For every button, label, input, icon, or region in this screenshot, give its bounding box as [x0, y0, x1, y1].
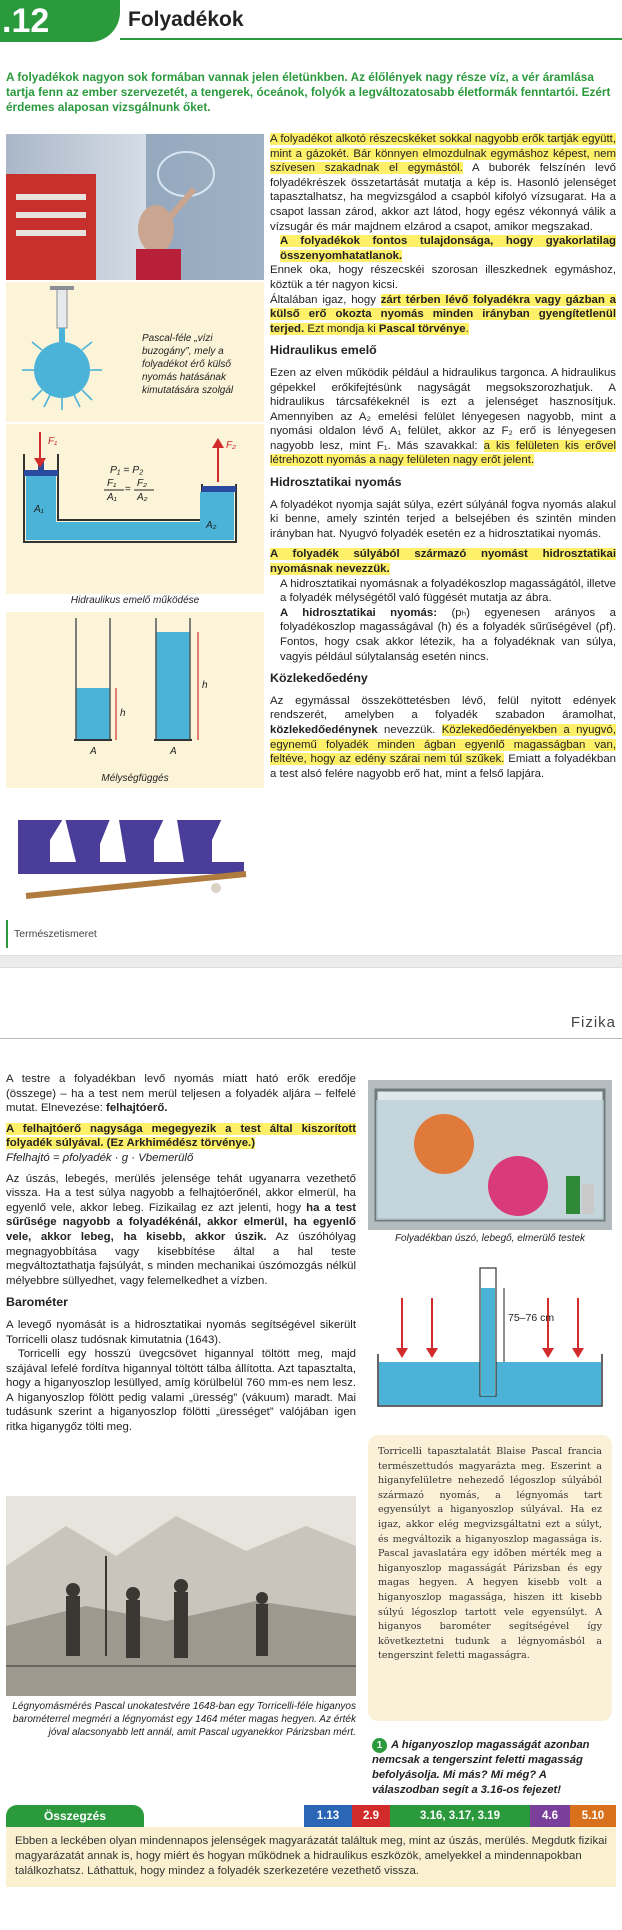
lift-caption: Hidraulikus emelő működése [70, 595, 200, 606]
lift-frac-left-top: F₁ [107, 478, 117, 489]
highlight-pascal-law: zárt térben lévő folyadékra vagy gázban a külső erő okozta nyomás minden irányban gyengítetlenül terjed. [270, 293, 616, 335]
communicating-vessels-drawing [6, 800, 264, 900]
page-gap [0, 955, 622, 968]
text-we-call: nevezzük. [377, 723, 442, 736]
float-caption: Folyadékban úszó, lebegő, elmerülő testek [394, 1233, 586, 1244]
engraving-image [6, 1496, 356, 1696]
barometer-drawing [368, 1258, 612, 1418]
summary-tag-1[interactable]: 1.13 [304, 1805, 352, 1827]
summary-tag-5[interactable]: 5.10 [570, 1805, 616, 1827]
question-marker-icon: 1 [372, 1738, 387, 1753]
text-fish: Az úszóhólyag megnagyobbítása vagy kisebbítése által a hal teste megváltoztathatja fajsúlyát, s minden mechanikai úszómozgás nélkül mélyebbre süllyedhet, vagy felemelkedhet a vízben. [6, 1230, 356, 1287]
para-communicating [270, 694, 616, 782]
para-hydrostatic-figure: A hidrosztatikai nyomásnak a folyadékoszlop magasságától, illetve a folyadék mélységétől való függését mutatja az ábra. [280, 577, 616, 605]
heading-hydrostatic: Hidrosztatikai nyomás [270, 475, 402, 490]
text-communicating: Az egymással összeköttetésben lévő, felül nyitott edények rendszerét, amelyben a folyadék szabadon áramolhat, [270, 694, 616, 722]
para-buoyancy [6, 1072, 356, 1116]
lift-frac-right-top: F₂ [137, 478, 147, 489]
para-pascal-law [270, 293, 616, 337]
para-hydrostatic-def [270, 547, 616, 576]
lesson-number: .12 [0, 0, 120, 42]
lift-frac-right-bottom: A₂ [137, 492, 148, 503]
term-density-rule: ha a test sűrűsége nagyobb a folyadékénál, akkor elmerül, ha egyenlő vele, akkor lebeg, ha kisebb, akkor úszik. [6, 1201, 356, 1243]
text-therefore: Emiatt a folyadékban a test alsó felére nagyobb erő hat, mint a felső lapjára. [270, 753, 616, 780]
depth-figure [6, 612, 264, 788]
lift-a2-label: A₂ [206, 520, 217, 531]
highlight-archimedes: A felhajtóerő nagysága megegyezik a test által kiszorított folyadék súlyával. (Ez Arkhimédész törvénye.) [6, 1122, 356, 1150]
pascal-note-box: Torricelli tapasztalatát Blaise Pascal francia természettudós magyarázta meg. Eszerint a higanyfelületre nehezedő légoszlop súlyából származó nyomás, a légnyomás tart egyensúlyt a higanyoszlop súlyával. Ha ez igaz, akkor elég megvizsgáltatni ezt a súlyt, és megváltozik a higanyoszlop magassága is. Pascal javaslatára egy időben mérték meg a higanyoszlop magasságát Párizsban és egy magas hegyen. A hegyen kisebb volt a higanyoszlop magassága, hiszen itt kisebb súlyú légoszlop tartott vele egyensúlyt. A higanyos barométer segítségével így következtetni tudunk a légnyomásból a tengerszint feletti magasságra. [368, 1435, 612, 1721]
term-pascal-law: Pascal törvénye [378, 322, 466, 335]
para-hydrostatic: A folyadékot nyomja saját súlya, ezért súlyánál fogva nyomás alakul ki benne, amely szintén terjed a belsejében és szintén minden irányban hat. Nyugvó folyadék esetén ez a hidrosztatikai nyomás. [270, 498, 616, 540]
text-floating: Az úszás, lebegés, merülés jelensége tehát ugyanarra vezethető vissza. Ha a test súlya nagyobb a felhajtóerőnél, akkor elmerül, ha egyenlő vele, akkor lebeg. Fizikailag ez azt jelenti, hogy [6, 1172, 356, 1214]
float-photo-art [368, 1080, 612, 1230]
para-incompressible [270, 234, 616, 263]
depth-caption: Mélységfüggés [101, 773, 169, 784]
bubble-photo-art [6, 134, 264, 280]
summary-tag-3[interactable]: 3.16, 3.17, 3.19 [390, 1805, 530, 1827]
para-particles [270, 132, 616, 234]
para-torricelli-exp: Torricelli egy hosszú üvegcsövet higannyal töltött meg, majd szájával lefelé fordítva higannyal töltött tálba állította. Azt tapasztalta, hogy a higanyoszlop lesüllyed, amíg körülbelül 760 mm-es nem lesz. A higanyoszlop fölött pedig valami „üresség” (vákuum) maradt. Mai tudásunk szerint a higanyoszlop fölötti „ürességet” valójában igen ritka higanygőz tölti meg. [6, 1348, 356, 1434]
summary-tag-2[interactable]: 2.9 [352, 1805, 390, 1827]
pascal-caption: Pascal-féle „vízi buzogány”, mely a folyadékot érő külső nyomás hatásának kimutatására szolgál [142, 333, 234, 396]
lesson-header [0, 0, 622, 42]
engraving-art [6, 1496, 356, 1696]
para-floating [6, 1172, 356, 1289]
text-bubble: A buborék felszínén levő folyadékrészek összetartását mutatja a kép is. Hasonló jelenséget tapasztalhatsz, ha megvizsgálod a csapból kifolyó vízsugarat. Ha a csapot lassan zárod, akkor azt látod, hogy egész vékonnyá válik a vízsugár és már majdnem elzárod a csapot, amikor megszakad. [270, 162, 616, 233]
text-buoyancy: A testre a folyadékban levő nyomás miatt ható erők eredője (összege) – ha a test nem merül teljesen a folyadék aljára – felfelé mutat. Elnevezése: [6, 1073, 356, 1115]
hydraulic-lift-figure [6, 424, 264, 594]
depth-h-label-right: h [202, 680, 208, 691]
page-one [0, 0, 622, 955]
term-buoyancy: felhajtóerő. [106, 1102, 168, 1115]
barometer-figure [368, 1258, 612, 1418]
page-two [0, 968, 622, 1930]
summary-tag-4[interactable]: 4.6 [530, 1805, 570, 1827]
header-rule [120, 38, 622, 40]
text-hydraulic: Ezen az elven működik például a hidraulikus targonca. A hidraulikus gépekkel erőkifejtésünk nagyságát megsokszorozhatjuk. A hidraulikus tárcsafékeknél is ezt a jelenséget hasznosítjuk. Amennyiben az A₂ emelési felület lényegesen nagyobb, mint a nyomási oldalon lévő A₁ felület, akkor az F₂ erő is lényegesen nagyobb lesz, mint F₁. Más szavakkal: [270, 366, 616, 452]
highlight-particles: A folyadékot alkotó részecskéket sokkal nagyobb erők tartják együtt, mint a gázokét. Bár könnyen elmozdulnak egymáshoz képest, nem szívesen szakadnak el egymástól. [270, 133, 616, 175]
p2-header: Fizika [570, 1014, 616, 1031]
summary-bar [0, 1805, 622, 1827]
depth-h-label-left: h [120, 708, 126, 719]
question-box [372, 1738, 612, 1798]
depth-a-label-left: A [90, 746, 97, 757]
depth-drawing [6, 612, 264, 762]
lift-f2-label: F₂ [226, 440, 236, 451]
p1-footer: Természetismeret [6, 920, 97, 948]
para-hydrostatic-formula [270, 606, 616, 664]
barometer-height-label: 75–76 cm [508, 1312, 555, 1324]
summary-label: Összegzés [6, 1805, 144, 1827]
text-hydrostatic-formula: (pₕ) egyenesen arányos a folyadékoszlop magasságával (h) és a folyadék sűrűségével (ρf). Fontos, hogy csak akkor létezik, ha a folyadéknak van súlya, vagyis például súlytalanság esetén nincs. [280, 606, 616, 663]
heading-barometer: Barométer [6, 1295, 68, 1310]
engraving-caption: Légnyomásmérés Pascal unokatestvére 1648-ban egy Torricelli-féle higanyos barométerrel megméri a légnyomást egy 1464 méter magas hegyen. Az érték jóval alacsonyabb lett annál, amit Pascal ugyanekkor Párizsban mért. [12, 1701, 356, 1738]
heading-communicating: Közlekedőedény [270, 671, 368, 686]
p2-left-column [6, 1072, 356, 1435]
lift-a1-label: A₁ [34, 504, 44, 515]
pascal-syringe-drawing [6, 282, 126, 422]
intro-text: A folyadékok nagyon sok formában vannak jelen életünkben. Az élőlények nagy része víz, a vér áramlása tartja fenn az ember szervezetét, a tengerek, óceánok, folyók a legváltozatosabb életformák fenntartói. Ezért érdemes alaposan vizsgálnunk őket. [6, 70, 611, 114]
text-general: Általában igaz, hogy [270, 293, 381, 306]
communicating-vessels-figure [6, 800, 264, 900]
para-reason: Ennek oka, hogy részecskéi szorosan illeszkednek egymáshoz, köztük a tér nagyon kicsi. [270, 264, 616, 291]
para-torricelli: A levegő nyomását is a hidrosztatikai nyomás segítségével sikerült Torricelli olasz tudósnak kimutatnia (1643). [6, 1318, 356, 1346]
float-photo [368, 1080, 612, 1230]
highlight-hydraulic: a kis felületen kis erővel létrehozott nyomás a nagy felületen nagy erőt jelent. [270, 439, 616, 467]
text-this-says: Ezt mondja ki [304, 322, 379, 335]
term-hydrostatic-pressure: A hidrosztatikai nyomás: [280, 606, 437, 619]
para-archimedes [6, 1122, 356, 1151]
summary-text: Ebben a leckében olyan mindennapos jelenségek magyarázatát találtuk meg, mint az úszás, merülés. Megdutk fizikai magyarázatát annak is, hogy miért és hogyan működnek a hidraulikus eszközök, amelyekkel a mindennapokban találkozhatsz. Láthattuk, hogy mindez a folyadék szerkezetére vezethető vissza. [6, 1827, 616, 1887]
buoyancy-formula: Ffelhajtó = ρfolyadék · g · Vbemerülő [6, 1151, 194, 1164]
highlight-hydrostatic-def: A folyadék súlyából származó nyomást hidrosztatikai nyomásnak nevezzük. [270, 548, 616, 576]
bubble-photo [6, 134, 264, 280]
lift-frac-left-bottom: A₁ [107, 492, 117, 503]
p1-right-column [270, 132, 616, 781]
highlight-communicating: Közlekedőedényekben a nyugvó, egynemű folyadék minden ágban egyenlő magasságban van, feltéve, hogy az edény szárai nem túl szűkek. [270, 723, 616, 766]
lift-frac-equals: = [125, 484, 131, 495]
highlight-incompressible: A folyadékok fontos tulajdonsága, hogy gyakorlatilag összenyomhatatlanok. [280, 235, 616, 262]
lift-equation: P₁ = P₂ [110, 464, 144, 476]
depth-a-label-right: A [170, 746, 177, 757]
term-communicating: közlekedőedénynek [270, 723, 378, 736]
para-hydraulic [270, 366, 616, 468]
question-text: A higanyoszlop magasságát azonban nemcsak a tengerszint feletti magasság befolyásolja. Mi más? Mi még? A válaszodban segít a 3.16-os fejezet! [372, 1739, 590, 1796]
p2-header-rule [0, 1038, 622, 1039]
lift-f1-label: F₁ [48, 436, 58, 447]
text-period: . [465, 322, 469, 335]
heading-hydraulic-lift: Hidraulikus emelő [270, 343, 377, 358]
lesson-title: Folyadékok [128, 8, 244, 31]
